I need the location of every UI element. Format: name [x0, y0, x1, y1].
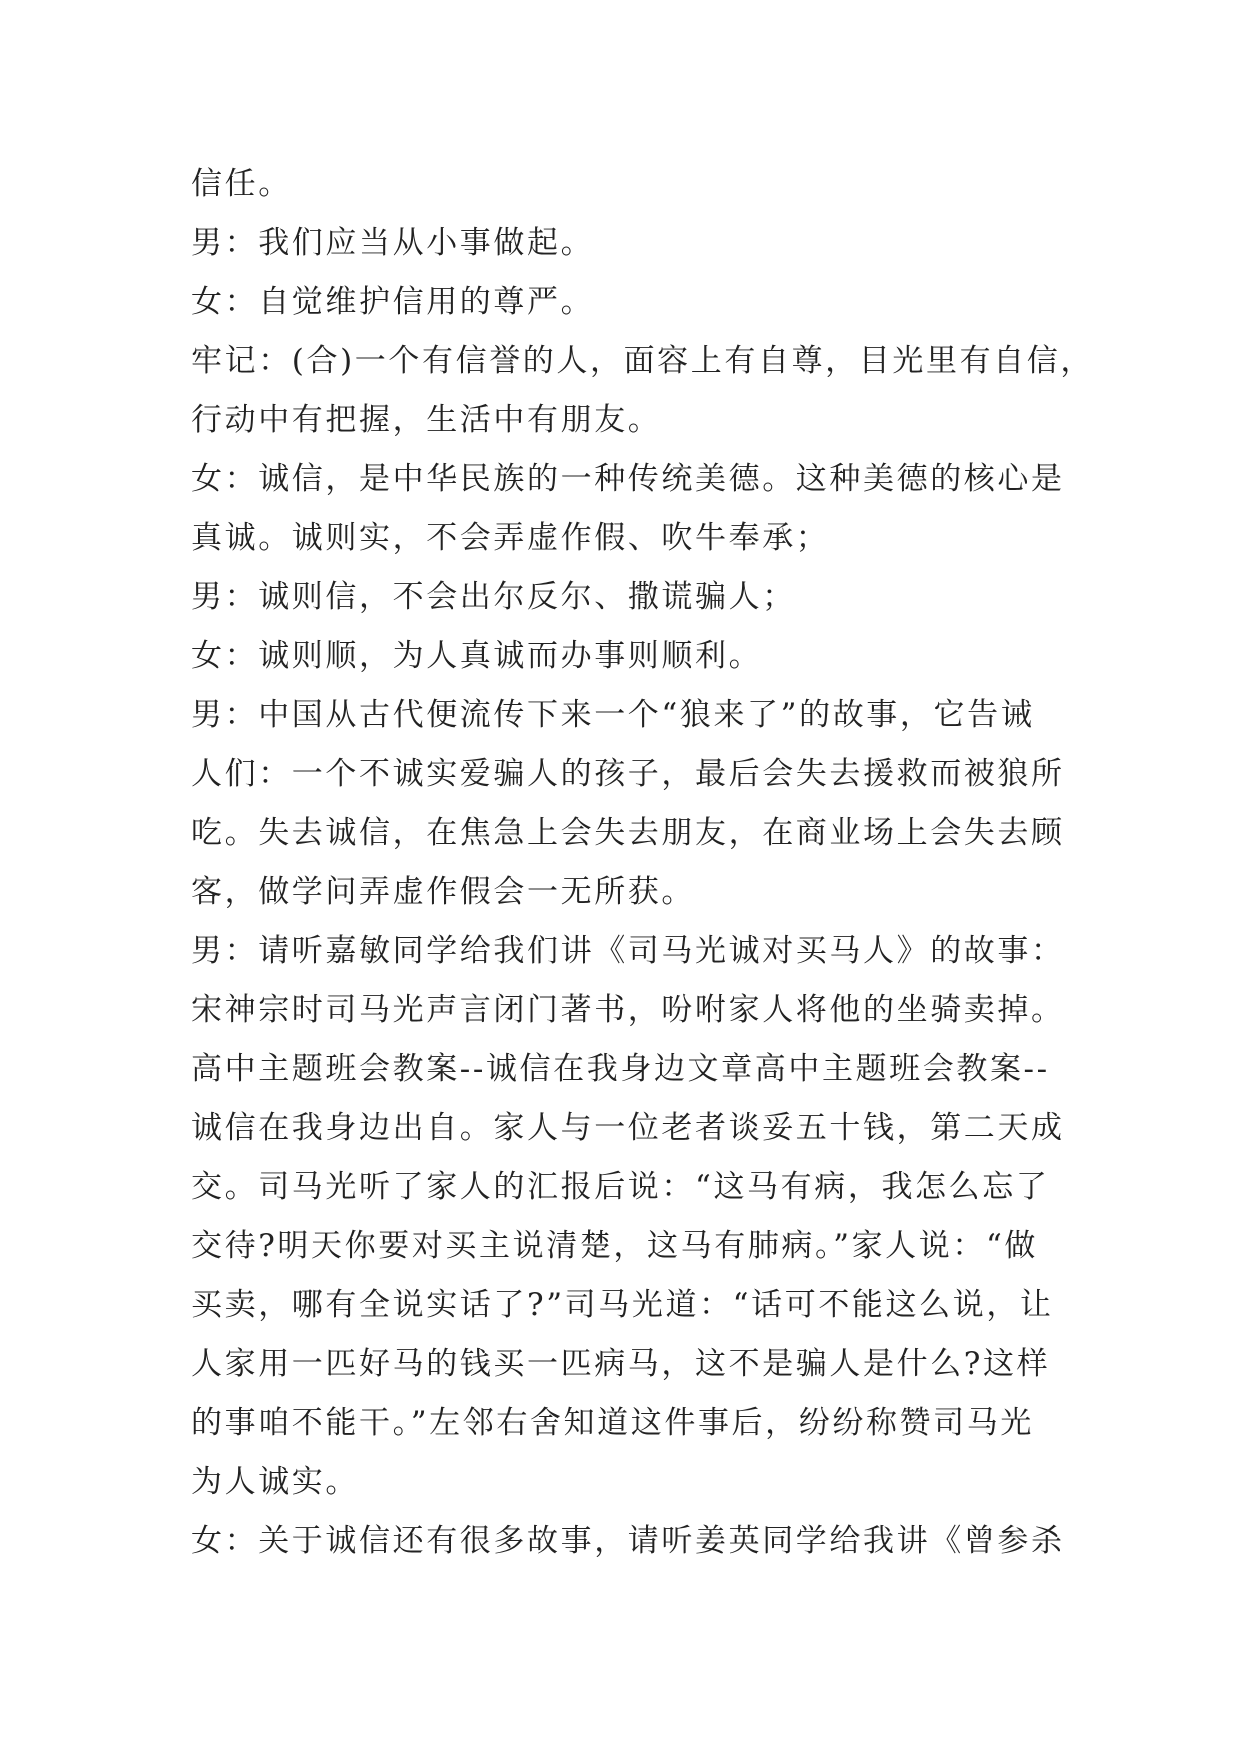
- text-line: 诚信在我身边出自。家人与一位老者谈妥五十钱，第二天成: [191, 1110, 1065, 1146]
- text-line: 为人诚实。: [191, 1464, 359, 1500]
- text-line: 女：关于诚信还有很多故事，请听姜英同学给我讲《曾参杀: [191, 1523, 1065, 1559]
- text-line: 男：诚则信，不会出尔反尔、撒谎骗人；: [191, 579, 796, 615]
- text-line: 女：诚信，是中华民族的一种传统美德。这种美德的核心是: [191, 461, 1065, 497]
- text-line: 的事咱不能干。”左邻右舍知道这件事后，纷纷称赞司马光: [191, 1405, 1034, 1441]
- text-line: 男：我们应当从小事做起。: [191, 225, 595, 261]
- text-line: 牢记：(合)一个有信誉的人，面容上有自尊，目光里有自信，: [191, 343, 1094, 379]
- text-line: 人们：一个不诚实爱骗人的孩子，最后会失去援救而被狼所: [191, 756, 1065, 792]
- document-body: [191, 155, 1094, 1571]
- text-line: 男：中国从古代便流传下来一个“狼来了”的故事，它告诫: [191, 697, 1035, 733]
- text-line: 女：诚则顺，为人真诚而办事则顺利。: [191, 638, 763, 674]
- text-line: 人家用一匹好马的钱买一匹病马，这不是骗人是什么?这样: [191, 1346, 1051, 1382]
- text-line: 高中主题班会教案--诚信在我身边文章高中主题班会教案--: [191, 1051, 1050, 1087]
- text-line: 交。司马光听了家人的汇报后说：“这马有病，我怎么忘了: [191, 1169, 1050, 1205]
- text-line: 行动中有把握，生活中有朋友。: [191, 402, 662, 438]
- text-line: 信任。: [191, 166, 292, 202]
- text-line: 男：请听嘉敏同学给我们讲《司马光诚对买马人》的故事：: [191, 933, 1065, 969]
- text-line: 女：自觉维护信用的尊严。: [191, 284, 595, 320]
- text-line: 宋神宗时司马光声言闭门著书，吩咐家人将他的坐骑卖掉。: [191, 992, 1065, 1028]
- text-line: 吃。失去诚信，在焦急上会失去朋友，在商业场上会失去顾: [191, 815, 1065, 851]
- text-line: 客，做学问弄虚作假会一无所获。: [191, 874, 695, 910]
- text-line: 买卖，哪有全说实话了?”司马光道：“话可不能这么说，让: [191, 1287, 1054, 1323]
- text-line: 真诚。诚则实，不会弄虚作假、吹牛奉承；: [191, 520, 830, 556]
- text-line: 交待?明天你要对买主说清楚，这马有肺病。”家人说：“做: [191, 1228, 1039, 1264]
